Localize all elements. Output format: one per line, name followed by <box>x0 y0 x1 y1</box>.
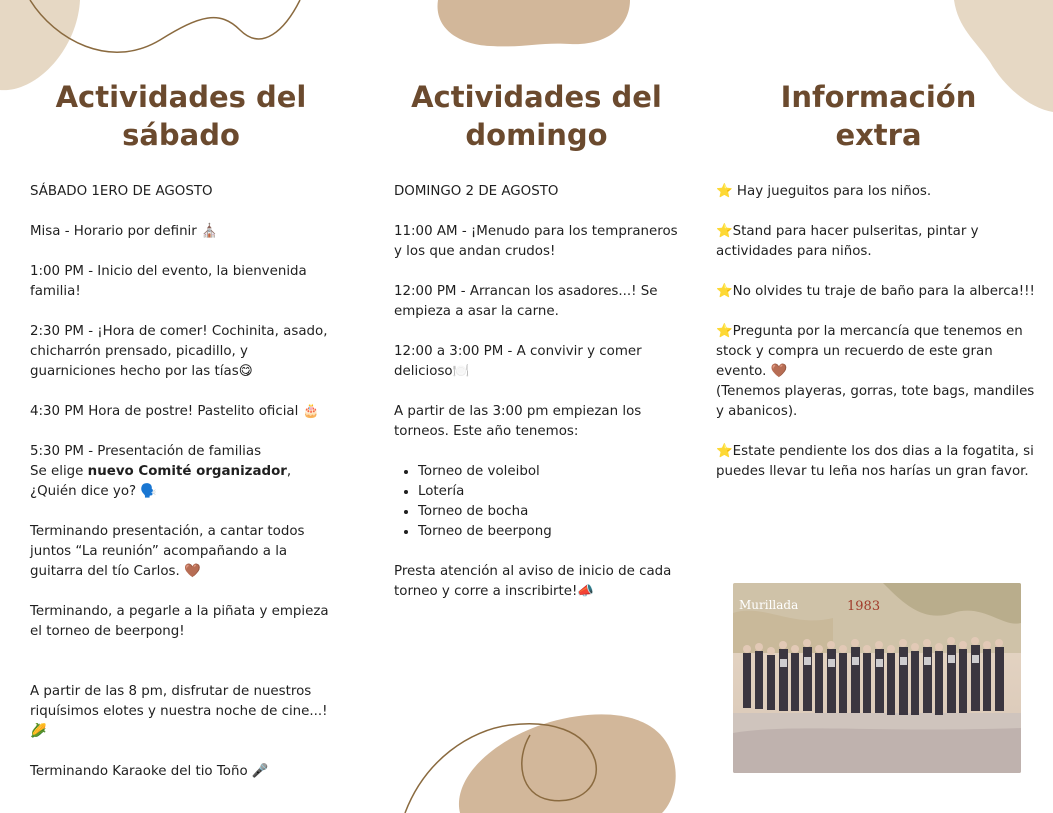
sunday-column <box>394 78 679 622</box>
info-merch <box>716 322 1041 422</box>
sunday-date: DOMINGO 2 DE AGOSTO <box>394 184 559 199</box>
info-bonfire: ⭐Estate pendiente los dos dias a la fogatita, si puedes llevar tu leña nos harías un gran favor. <box>716 444 1034 479</box>
sunday-title-line1: Actividades del <box>411 80 662 114</box>
info-kids-games: ⭐ Hay jueguitos para los niños. <box>716 184 932 199</box>
saturday-date: SÁBADO 1ERO DE AGOSTO <box>30 184 213 199</box>
saturday-title <box>27 78 335 154</box>
merch-items: (Tenemos playeras, gorras, tote bags, mandiles y abanicos). <box>716 384 1035 419</box>
saturday-welcome: 1:00 PM - Inicio del evento, la bienvenida familia! <box>30 264 307 299</box>
families-post: , <box>286 464 292 479</box>
photo-caption-year: 1983 <box>847 599 881 614</box>
saturday-title-line1: Actividades del <box>55 80 307 114</box>
info-title-line1: Información <box>780 80 977 114</box>
sunday-tournaments-intro: A partir de las 3:00 pm empiezan los torneos. Este año tenemos: <box>394 404 642 439</box>
sunday-notice: Presta atención al aviso de inicio de cada torneo y corre a inscribirte!📣 <box>394 564 672 599</box>
info-column <box>716 78 1041 502</box>
merch-text: ⭐Pregunta por la mercancía que tenemos en stock y compra un recuerdo de este gran evento. 🤎 <box>716 324 1023 379</box>
saturday-column <box>30 78 335 802</box>
tournament-list <box>394 462 679 542</box>
info-title <box>716 78 1041 154</box>
list-item: • Torneo de bocha <box>418 502 679 522</box>
list-item: • Torneo de beerpong <box>418 522 679 542</box>
list-item: • Lotería <box>418 482 679 502</box>
photo-caption-left: Murillada <box>739 598 799 612</box>
saturday-families <box>30 442 335 502</box>
sunday-body <box>394 182 679 602</box>
info-stand: ⭐Stand para hacer pulseritas, pintar y actividades para niños. <box>716 224 979 259</box>
info-body <box>716 182 1041 482</box>
sunday-convivir: 12:00 a 3:00 PM - A convivir y comer delicioso🍽️ <box>394 344 642 379</box>
sunday-title <box>394 78 679 154</box>
saturday-song: Terminando presentación, a cantar todos juntos “La reunión” acompañando a la guitarra del tío Carlos. 🤎 <box>30 524 305 579</box>
saturday-title-line2: sábado <box>122 118 240 152</box>
saturday-lunch: 2:30 PM - ¡Hora de comer! Cochinita, asado, chicharrón prensado, picadillo, y guarniciones hecho por las tías😋 <box>30 324 328 379</box>
saturday-body <box>30 182 335 782</box>
saturday-karaoke: Terminando Karaoke del tio Toño 🎤 <box>30 764 269 779</box>
bottom-center-blob <box>400 700 690 813</box>
families-pre: Se elige <box>30 464 88 479</box>
sunday-title-line2: domingo <box>465 118 608 152</box>
saturday-pinata: Terminando, a pegarle a la piñata y empieza el torneo de beerpong! <box>30 604 329 639</box>
top-center-blob <box>430 0 640 50</box>
info-title-line2: extra <box>835 118 922 152</box>
info-swimsuit: ⭐No olvides tu traje de baño para la alberca!!! <box>716 284 1035 299</box>
sunday-menudo: 11:00 AM - ¡Menudo para los tempraneros y los que andan crudos! <box>394 224 678 259</box>
sunday-grills: 12:00 PM - Arrancan los asadores...! Se empieza a asar la carne. <box>394 284 658 319</box>
saturday-mass: Misa - Horario por definir ⛪ <box>30 224 218 239</box>
families-line1: 5:30 PM - Presentación de familias <box>30 444 262 459</box>
list-item: • Torneo de voleibol <box>418 462 679 482</box>
group-photo <box>733 583 1021 773</box>
saturday-cinema: A partir de las 8 pm, disfrutar de nuestros riquísimos elotes y nuestra noche de cine...!🌽 <box>30 684 328 739</box>
committee-bold: nuevo Comité organizador <box>87 464 287 479</box>
saturday-dessert: 4:30 PM Hora de postre! Pastelito oficial 🎂 <box>30 404 320 419</box>
families-line3: ¿Quién dice yo? 🗣️ <box>30 484 158 499</box>
